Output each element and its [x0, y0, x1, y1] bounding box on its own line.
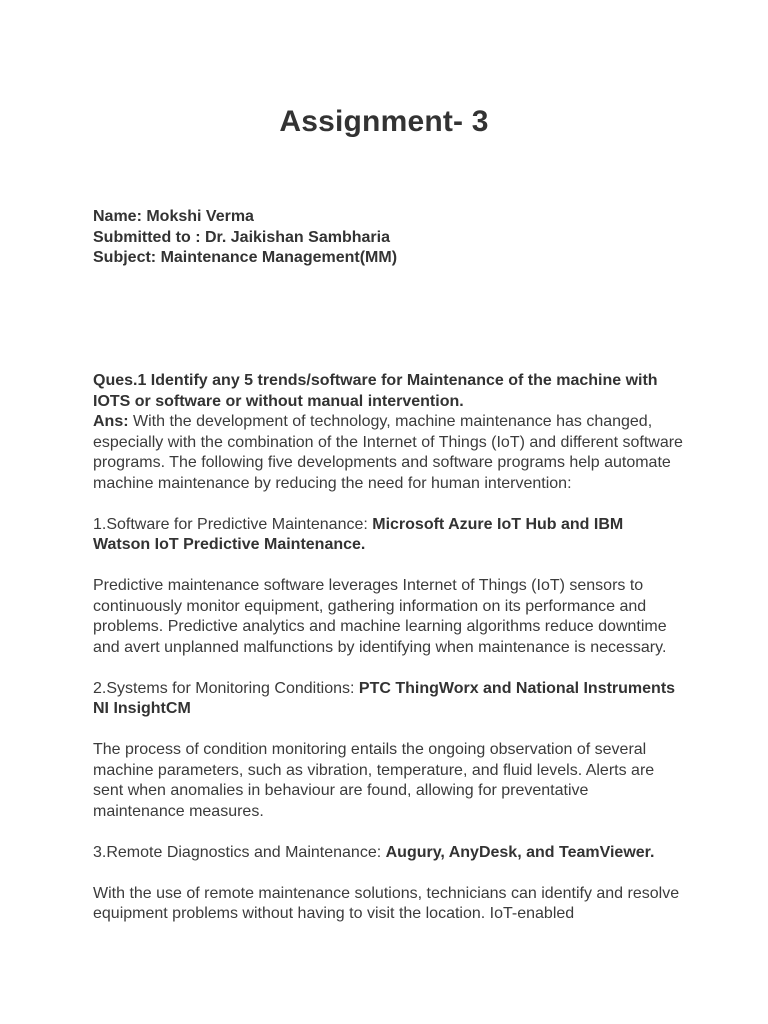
section-heading-prefix: 1.Software for Predictive Maintenance:: [93, 515, 373, 533]
document-body: [93, 371, 683, 945]
student-name: Name: Mokshi Verma: [93, 208, 254, 225]
assignment-meta: [93, 207, 397, 269]
section-paragraph-1: Predictive maintenance software leverages Internet of Things (IoT) sensors to continuously monitor equipment, gathering information on its performance and problems. Predictive analytics and machine learning algorithms reduce downtime and avert unplanned malfunctions by identifying when maintenance is necessary.: [93, 577, 667, 656]
section-heading-bold: Microsoft Azure IoT Hub and IBM Watson IoT Predictive Maintenance.: [93, 515, 624, 553]
section-heading-bold: PTC ThingWorx and National Instruments NI InsightCM: [93, 679, 676, 717]
page-title: Assignment- 3: [279, 105, 489, 138]
submitted-to: Submitted to : Dr. Jaikishan Sambharia: [93, 228, 390, 246]
section-paragraph-2: The process of condition monitoring entails the ongoing observation of several machine parameters, such as vibration, temperature, and fluid levels. Alerts are sent when anomalies in behaviour are found, allowing for preventative maintenance measures.: [93, 741, 655, 820]
section-heading-prefix: 2.Systems for Monitoring Conditions:: [93, 679, 359, 697]
section-paragraph-3: With the use of remote maintenance solutions, technicians can identify and resolve equipment problems without having to visit the location. IoT-enabled: [93, 884, 680, 922]
answer-label: Ans:: [93, 413, 129, 430]
section-heading-2: [93, 679, 683, 720]
section-heading-1: [93, 515, 683, 556]
subject: Subject: Maintenance Management(MM): [93, 249, 398, 266]
question-text: Ques.1 Identify any 5 trends/software for Maintenance of the machine with IOTS or software or without manual intervention.: [93, 372, 658, 410]
section-heading-bold: Augury, AnyDesk, and TeamViewer.: [385, 843, 655, 861]
section-heading-prefix: 3.Remote Diagnostics and Maintenance:: [93, 843, 386, 861]
answer-text: With the development of technology, machine maintenance has changed, especially with the combination of the Internet of Things (IoT) and different software programs. The following five developments and software programs help automate machine maintenance by reducing the need for human intervention:: [93, 413, 683, 492]
section-heading-3: [93, 843, 683, 864]
question-block: [93, 371, 683, 494]
